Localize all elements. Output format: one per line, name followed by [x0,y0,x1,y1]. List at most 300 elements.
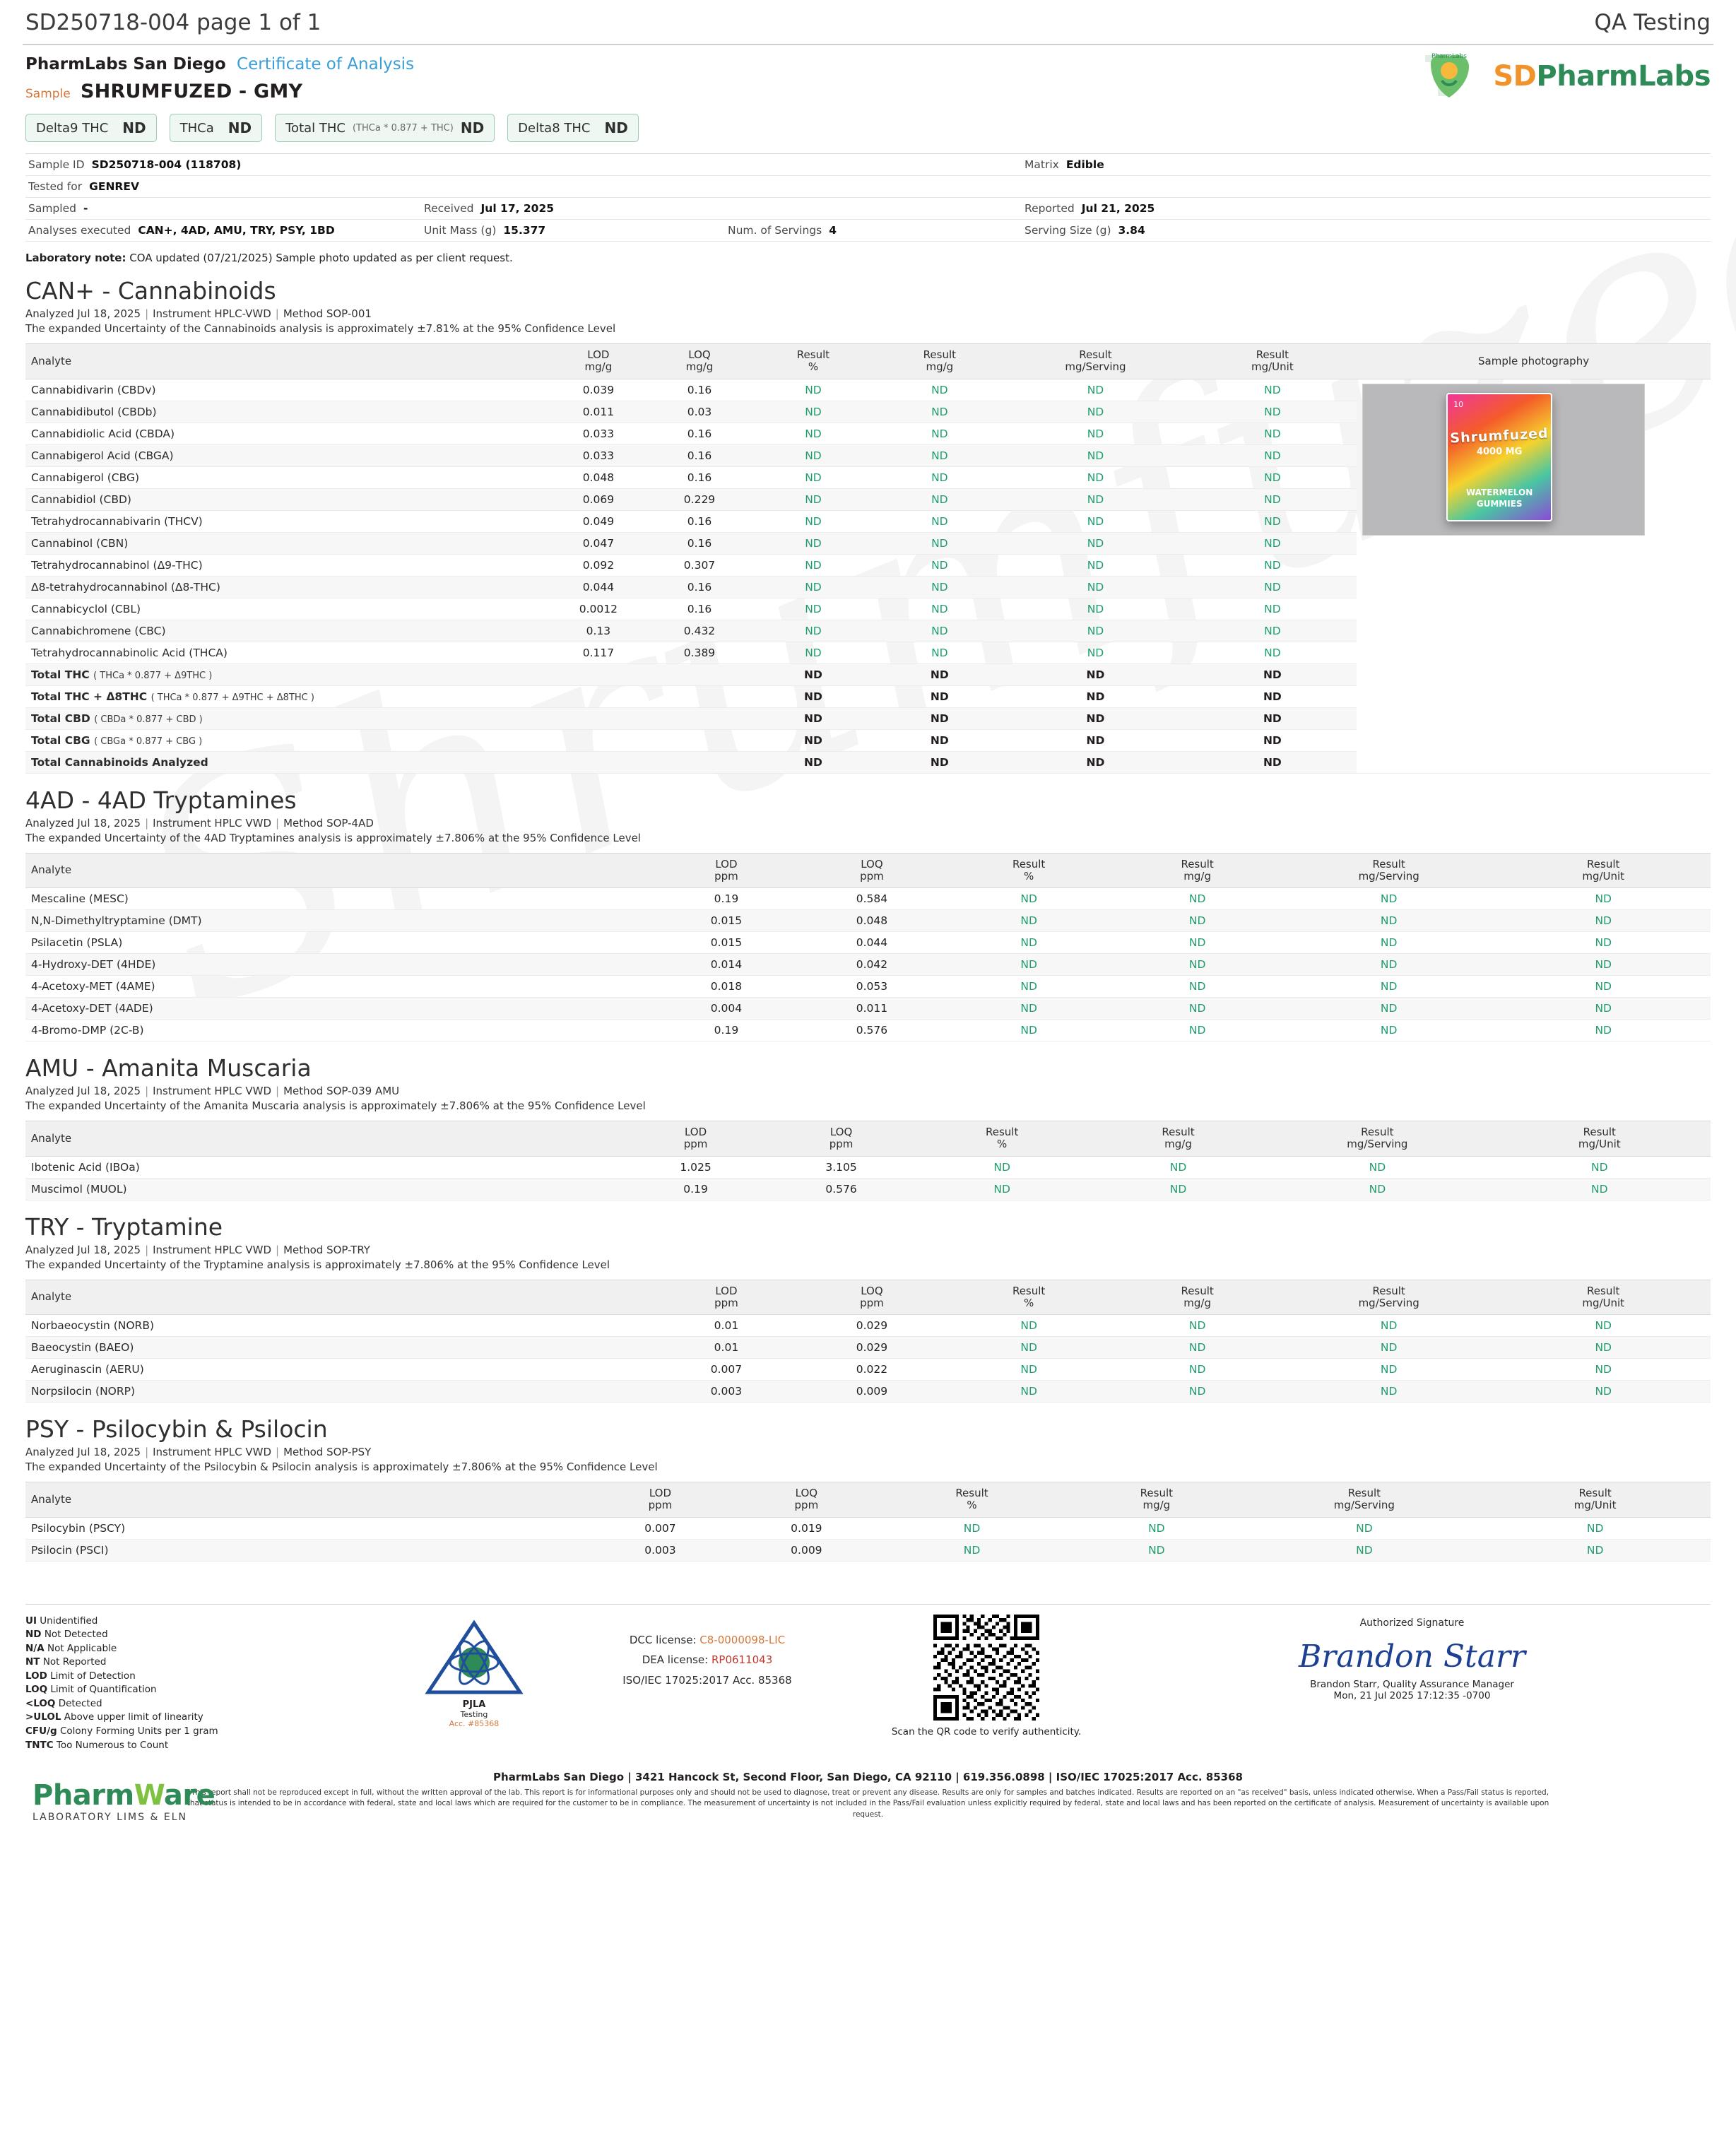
lab-address: PharmLabs San Diego | 3421 Hancock St, Second Floor, San Diego, CA 92110 | 619.356.0898 | ISO/IEC 17025:2017 Acc. 85368 [493,1771,1243,1784]
cell-analyte: N,N-Dimethyltryptamine (DMT) [25,910,654,932]
table-header-row [25,853,1711,888]
svg-text:PharmLabs: PharmLabs [1431,53,1468,60]
cell-result-mgserving: ND [1282,954,1496,976]
cell-analyte: Psilacetin (PSLA) [25,932,654,954]
section-title: PSY - Psilocybin & Psilocin [25,1415,328,1443]
th-result-percent: Result % [914,1121,1090,1157]
cell-result-mgg: ND [876,642,1003,663]
cell-result-mgunit: ND [1496,888,1711,910]
table-header-row [25,1482,1711,1518]
section-uncertainty: The expanded Uncertainty of the 4AD Tryptamines analysis is approximately ±7.806% at the 95% Confidence Level [25,831,641,844]
cell-result-mgg: ND [876,685,1003,707]
th-loq: LOQ ppm [799,1280,945,1315]
section-method: Method SOP-PSY [283,1446,372,1458]
qr-block [859,1615,1114,1737]
cell-loq: 0.576 [799,1020,945,1041]
tested-for-label: Tested for [28,180,83,193]
cell-loq: 0.011 [799,998,945,1020]
section-instrument: Instrument HPLC VWD [153,1243,271,1256]
th-analyte: Analyte [25,1482,587,1518]
cell-loq: 0.16 [649,444,750,466]
cell-result-percent: ND [750,510,877,532]
table-row [25,888,1711,910]
pill-label: Delta9 THC [36,120,109,136]
cell-result-mgg: ND [876,751,1003,773]
pill-label: Total THC [285,120,346,136]
section-title: AMU - Amanita Muscaria [25,1054,312,1082]
section-meta: Analyzed Jul 18, 2025 | Instrument HPLC VWD | Method SOP-4AD [25,816,374,830]
pjla-accreditation-badge [393,1615,555,1728]
pjla-accreditation-number: Acc. #85368 [449,1718,500,1728]
cell-lod [548,751,649,773]
cell-loq: 0.389 [649,642,750,663]
cell-lod: 0.033 [548,444,649,466]
cell-result-mgunit: ND [1496,1337,1711,1359]
section-instrument: Instrument HPLC VWD [153,816,271,830]
cell-result-percent: ND [750,423,877,444]
legend-item: ND Not Detected [25,1629,108,1641]
section-instrument: Instrument HPLC VWD [153,1085,271,1097]
cell-loq: 0.042 [799,954,945,976]
th-result-mgunit: Result mg/Unit [1480,1482,1711,1518]
pill-sub: (THCa * 0.877 + THC) [352,122,454,134]
cell-analyte: Cannabichromene (CBC) [25,620,548,642]
cell-analyte: Cannabigerol (CBG) [25,466,548,488]
cell-result-percent: ND [880,1517,1064,1539]
cell-result-mgserving: ND [1003,663,1188,685]
logo-sd: SD [1493,60,1537,93]
cell-analyte: Cannabidiolic Acid (CBDA) [25,423,548,444]
cell-loq [649,729,750,751]
cell-loq [649,751,750,773]
section-analyzed: Analyzed Jul 18, 2025 [25,1085,141,1097]
qr-caption: Scan the QR code to verify authenticity. [891,1725,1082,1737]
serving-size-value: 3.84 [1118,224,1145,237]
cell-result-mgunit: ND [1496,1020,1711,1041]
section-instrument: Instrument HPLC-VWD [153,307,271,320]
cell-result-percent: ND [914,1156,1090,1178]
cell-result-mgserving: ND [1282,1315,1496,1337]
meta-row-sample-id [25,154,1711,176]
pharmware-tagline: LABORATORY LIMS & ELN [33,1811,187,1823]
th-result-mgg: Result mg/g [1064,1482,1248,1518]
cell-lod: 0.117 [548,642,649,663]
cell-result-percent: ND [750,401,877,423]
cell-result-mgg: ND [1113,976,1282,998]
cell-analyte: Cannabidivarin (CBDv) [25,379,548,401]
cell-analyte: Aeruginascin (AERU) [25,1359,654,1381]
cell-result-mgg: ND [1113,932,1282,954]
reported-label: Reported [1025,202,1075,215]
cell-loq: 0.307 [649,554,750,576]
cell-lod: 0.007 [654,1359,799,1381]
legend-item: LOD Limit of Detection [25,1670,136,1682]
section-title: 4AD - 4AD Tryptamines [25,786,297,814]
tryptamines-table [25,853,1711,1042]
cell-result-percent: ND [945,1337,1114,1359]
cell-analyte: 4-Bromo-DMP (2C-B) [25,1020,654,1041]
table-row [25,998,1711,1020]
cell-result-mgserving: ND [1282,998,1496,1020]
section-uncertainty: The expanded Uncertainty of the Psilocybin & Psilocin analysis is approximately ±7.806% at the 95% Confidence Level [25,1460,658,1473]
cell-lod: 0.069 [548,488,649,510]
cell-result-mgunit: ND [1496,1359,1711,1381]
cell-result-mgg: ND [876,488,1003,510]
th-result-percent: Result % [945,1280,1114,1315]
report-footer [25,1604,1711,1823]
cell-result-mgg: ND [1113,1381,1282,1403]
cell-loq: 0.576 [769,1178,914,1200]
cell-lod [548,663,649,685]
cell-result-mgunit: ND [1188,532,1357,554]
section-analyzed: Analyzed Jul 18, 2025 [25,1243,141,1256]
table-row [25,1315,1711,1337]
pill-delta9-thc [25,114,157,142]
cell-result-mgserving: ND [1003,729,1188,751]
analyses-label: Analyses executed [28,224,131,237]
cell-result-percent: ND [914,1178,1090,1200]
sdpharmlabs-logo [1418,49,1711,103]
section-uncertainty: The expanded Uncertainty of the Amanita Muscaria analysis is approximately ±7.806% at the 95% Confidence Level [25,1099,646,1112]
cell-result-mgserving: ND [1003,488,1188,510]
cell-loq: 0.029 [799,1337,945,1359]
cell-loq: 0.16 [649,466,750,488]
cell-result-mgserving: ND [1282,932,1496,954]
cell-analyte: Norpsilocin (NORP) [25,1381,654,1403]
cell-result-mgserving: ND [1282,910,1496,932]
th-lod: LOD ppm [623,1121,769,1157]
table-row [25,1539,1711,1561]
cell-analyte: 4-Hydroxy-DET (4HDE) [25,954,654,976]
cell-analyte: Cannabicyclol (CBL) [25,598,548,620]
cell-lod: 0.19 [623,1178,769,1200]
cell-result-mgg: ND [876,620,1003,642]
th-result-percent: Result % [750,344,877,379]
psilocybin-table [25,1482,1711,1562]
legend-item: UI Unidentified [25,1615,98,1627]
logo-wordmark [1493,60,1711,93]
cell-loq: 0.022 [799,1359,945,1381]
iso-accreditation-line: ISO/IEC 17025:2017 Acc. 85368 [622,1673,792,1687]
cell-analyte: Psilocin (PSCI) [25,1539,587,1561]
tryptamine-table [25,1280,1711,1403]
cell-result-mgunit: ND [1188,685,1357,707]
table-row [25,1381,1711,1403]
pill-label: Delta8 THC [518,120,591,136]
signature-image: Brandon Starr [1298,1638,1526,1675]
meta-row-sampled [25,198,1711,220]
reported-value: Jul 21, 2025 [1081,202,1155,215]
cell-result-percent: ND [750,532,877,554]
th-result-mgserving: Result mg/Serving [1249,1482,1480,1518]
section-psilocybin-psilocin [25,1415,1711,1562]
cell-result-mgg: ND [1113,910,1282,932]
th-result-mgserving: Result mg/Serving [1282,853,1496,888]
cell-result-mgunit: ND [1496,976,1711,998]
sample-name: SHRUMFUZED - GMY [81,81,303,102]
cell-loq: 0.019 [733,1517,880,1539]
legend-item: LOQ Limit of Quantification [25,1684,157,1696]
cell-lod [548,729,649,751]
cell-lod: 0.014 [654,954,799,976]
cell-result-percent: ND [750,729,877,751]
serving-size-label: Serving Size (g) [1025,224,1111,237]
cell-result-mgg: ND [876,729,1003,751]
cell-result-mgserving: ND [1003,379,1188,401]
cell-result-mgg: ND [1113,1315,1282,1337]
sample-id-value: SD250718-004 (118708) [91,158,242,171]
cell-result-mgunit: ND [1480,1517,1711,1539]
cell-loq: 0.048 [799,910,945,932]
cell-lod: 1.025 [623,1156,769,1178]
logo-pharm: Pharm [1536,60,1638,93]
cell-loq: 0.029 [799,1315,945,1337]
cell-result-mgunit: ND [1188,423,1357,444]
received-label: Received [424,202,474,215]
laboratory-note [25,252,1711,264]
cell-result-mgunit: ND [1489,1178,1711,1200]
cell-result-mgunit: ND [1496,932,1711,954]
cell-analyte: Δ8-tetrahydrocannabinol (Δ8-THC) [25,576,548,598]
th-result-mgserving: Result mg/Serving [1003,344,1188,379]
section-method: Method SOP-039 AMU [283,1085,400,1097]
signature-title: Authorized Signature [1359,1617,1465,1629]
table-header-row [25,344,1711,379]
cell-result-mgg: ND [1090,1178,1266,1200]
table-row [25,954,1711,976]
cell-result-mgserving: ND [1003,532,1188,554]
cell-result-mgunit: ND [1496,910,1711,932]
legend-item: NT Not Reported [25,1656,107,1668]
cell-result-mgg: ND [876,598,1003,620]
cell-result-mgunit: ND [1188,729,1357,751]
cell-lod: 0.015 [654,932,799,954]
section-instrument: Instrument HPLC VWD [153,1446,271,1458]
cell-result-percent: ND [945,1020,1114,1041]
cell-loq: 0.16 [649,576,750,598]
sample-photo-cell [1357,379,1711,773]
cell-lod: 0.044 [548,576,649,598]
cell-result-mgserving: ND [1003,707,1188,729]
cell-result-percent: ND [945,998,1114,1020]
cell-result-percent: ND [945,1315,1114,1337]
top-bar [18,0,1718,41]
cell-result-percent: ND [750,554,877,576]
cell-lod: 0.018 [654,976,799,998]
pjla-name: PJLA [462,1699,486,1710]
report-header [18,45,1718,102]
cell-loq: 0.16 [649,510,750,532]
th-result-mgg: Result mg/g [1113,853,1282,888]
cell-loq: 0.009 [799,1381,945,1403]
cell-result-mgunit: ND [1188,642,1357,663]
meta-row-analyses [25,220,1711,242]
cell-analyte: Ibotenic Acid (IBOa) [25,1156,623,1178]
th-lod: LOD mg/g [548,344,649,379]
cell-loq: 0.432 [649,620,750,642]
th-loq: LOQ ppm [769,1121,914,1157]
cell-result-mgg: ND [876,444,1003,466]
cell-result-mgunit: ND [1480,1539,1711,1561]
cell-loq [649,685,750,707]
sample-metadata [25,153,1711,242]
cell-result-percent: ND [945,1359,1114,1381]
cell-analyte: Total THC ( THCa * 0.877 + Δ9THC ) [25,663,548,685]
cell-analyte: Tetrahydrocannabinol (Δ9-THC) [25,554,548,576]
cell-lod: 0.19 [654,888,799,910]
cell-analyte: Cannabinol (CBN) [25,532,548,554]
legal-disclaimer: *This report shall not be reproduced except in full, without the written approval of the lab. This report is for informational purposes only and should not be used to diagnose, treat or prevent any disease. Results are only for samples and batches indicated. Results are reported on an "as received" basis, unless indicated otherwise. When a Pass/Fail status is reported, that status is intended to be in accordance with federal, state and local laws which are required for the customer to be in compliance. The measurement of uncertainty is not included in the Pass/Fail evaluation unless explicitly required by federal, state and local laws and has been reported on the certificate of analysis. Measurement of uncertainty is available upon request. [187,1788,1549,1819]
table-row [25,1156,1711,1178]
cell-loq: 0.16 [649,423,750,444]
cell-result-percent: ND [750,663,877,685]
cell-result-mgserving: ND [1282,1020,1496,1041]
cell-loq: 0.16 [649,598,750,620]
section-4ad-tryptamines [25,786,1711,1042]
received-value: Jul 17, 2025 [480,202,555,215]
servings-label: Num. of Servings [728,224,822,237]
sample-label: Sample [25,87,71,101]
th-sample-photography: Sample photography [1357,344,1711,379]
document-id: SD250718-004 page 1 of 1 [25,10,321,35]
pill-delta8-thc [507,114,639,142]
cell-analyte: Total CBG ( CBGa * 0.877 + CBG ) [25,729,548,751]
cell-result-mgunit: ND [1188,444,1357,466]
cell-lod: 0.01 [654,1337,799,1359]
cell-result-percent: ND [945,910,1114,932]
cell-loq: 0.03 [649,401,750,423]
cell-result-mgunit: ND [1496,954,1711,976]
cell-result-mgserving: ND [1003,554,1188,576]
cell-result-mgserving: ND [1003,576,1188,598]
certificate-of-analysis-label: Certificate of Analysis [237,55,415,73]
legend-item: CFU/g Colony Forming Units per 1 gram [25,1725,218,1737]
section-analyzed: Analyzed Jul 18, 2025 [25,307,141,320]
cell-lod: 0.047 [548,532,649,554]
dcc-license-line: DCC license: C8-0000098-LIC [629,1633,786,1646]
cell-result-mgg: ND [1113,1020,1282,1041]
th-loq: LOQ ppm [733,1482,880,1518]
cell-lod: 0.015 [654,910,799,932]
cell-result-mgunit: ND [1188,620,1357,642]
cell-result-mgunit: ND [1496,998,1711,1020]
th-lod: LOD ppm [654,1280,799,1315]
cell-result-percent: ND [945,888,1114,910]
section-meta: Analyzed Jul 18, 2025 | Instrument HPLC VWD | Method SOP-039 AMU [25,1085,400,1097]
cell-result-mgg: ND [876,576,1003,598]
cell-result-percent: ND [750,620,877,642]
th-result-mgunit: Result mg/Unit [1188,344,1357,379]
unit-mass-value: 15.377 [503,224,546,237]
pill-value: ND [122,119,146,136]
cell-analyte: Total Cannabinoids Analyzed [25,751,548,773]
package-brand: Shrumfuzed [1450,425,1549,447]
section-amanita-muscaria [25,1054,1711,1200]
cell-analyte: Mescaline (MESC) [25,888,654,910]
section-uncertainty: The expanded Uncertainty of the Tryptamine analysis is approximately ±7.806% at the 95% Confidence Level [25,1258,610,1271]
cell-result-mgunit: ND [1188,466,1357,488]
cell-loq: 0.584 [799,888,945,910]
cell-analyte: Tetrahydrocannabivarin (THCV) [25,510,548,532]
table-row [25,976,1711,998]
cell-analyte: Cannabidiol (CBD) [25,488,548,510]
cell-result-mgg: ND [1113,954,1282,976]
cell-result-mgg: ND [876,466,1003,488]
cell-loq: 0.229 [649,488,750,510]
tested-for-value: GENREV [89,180,139,193]
th-lod: LOD ppm [654,853,799,888]
cell-result-mgunit: ND [1188,663,1357,685]
section-method: Method SOP-4AD [283,816,374,830]
pharmware-logo [33,1779,215,1823]
cell-result-mgserving: ND [1003,642,1188,663]
cell-loq [649,707,750,729]
cell-lod: 0.19 [654,1020,799,1041]
cell-result-mgserving: ND [1249,1539,1480,1561]
cell-result-percent: ND [750,379,877,401]
qr-code[interactable] [933,1615,1039,1721]
table-row [25,932,1711,954]
cell-result-mgserving: ND [1003,423,1188,444]
cell-result-mgg: ND [876,379,1003,401]
section-meta: Analyzed Jul 18, 2025 | Instrument HPLC VWD | Method SOP-PSY [25,1446,372,1458]
cell-result-mgg: ND [876,423,1003,444]
th-loq: LOQ ppm [799,853,945,888]
package-dose-count: 10 [1453,399,1464,409]
cell-result-mgserving: ND [1282,1359,1496,1381]
lab-name: PharmLabs San Diego [25,55,226,73]
th-result-mgunit: Result mg/Unit [1496,1280,1711,1315]
cell-result-mgg: ND [876,532,1003,554]
cell-lod [548,685,649,707]
cell-result-mgunit: ND [1496,1315,1711,1337]
cell-result-mgg: ND [1064,1517,1248,1539]
section-analyzed: Analyzed Jul 18, 2025 [25,1446,141,1458]
cell-lod: 0.039 [548,379,649,401]
amanita-table [25,1121,1711,1200]
cell-result-mgunit: ND [1188,576,1357,598]
cell-loq: 0.044 [799,932,945,954]
th-result-mgserving: Result mg/Serving [1266,1121,1488,1157]
pharmware-wordmark: PharmWare [33,1778,215,1812]
th-analyte: Analyte [25,1280,654,1315]
pjla-sub: Testing [460,1709,488,1719]
th-analyte: Analyte [25,853,654,888]
section-cannabinoids [25,277,1711,774]
matrix-label: Matrix [1025,158,1059,171]
cell-analyte: Baeocystin (BAEO) [25,1337,654,1359]
cell-result-mgg: ND [876,554,1003,576]
cell-loq: 0.053 [799,976,945,998]
license-block [555,1615,859,1691]
cell-result-mgg: ND [1090,1156,1266,1178]
legend-item: <LOQ Detected [25,1697,102,1709]
abbreviation-legend [25,1615,393,1753]
cell-result-percent: ND [750,466,877,488]
cell-result-mgserving: ND [1003,401,1188,423]
cannabinoid-summary-pills [18,102,1718,149]
legend-item: TNTC Too Numerous to Count [25,1739,169,1751]
cell-result-percent: ND [945,1381,1114,1403]
cell-analyte: 4-Acetoxy-MET (4AME) [25,976,654,998]
product-package-image [1446,393,1552,521]
cell-loq: 3.105 [769,1156,914,1178]
cannabinoids-table [25,343,1711,774]
th-analyte: Analyte [25,344,548,379]
th-result-percent: Result % [880,1482,1064,1518]
cell-lod: 0.011 [548,401,649,423]
cell-analyte: Tetrahydrocannabinolic Acid (THCA) [25,642,548,663]
